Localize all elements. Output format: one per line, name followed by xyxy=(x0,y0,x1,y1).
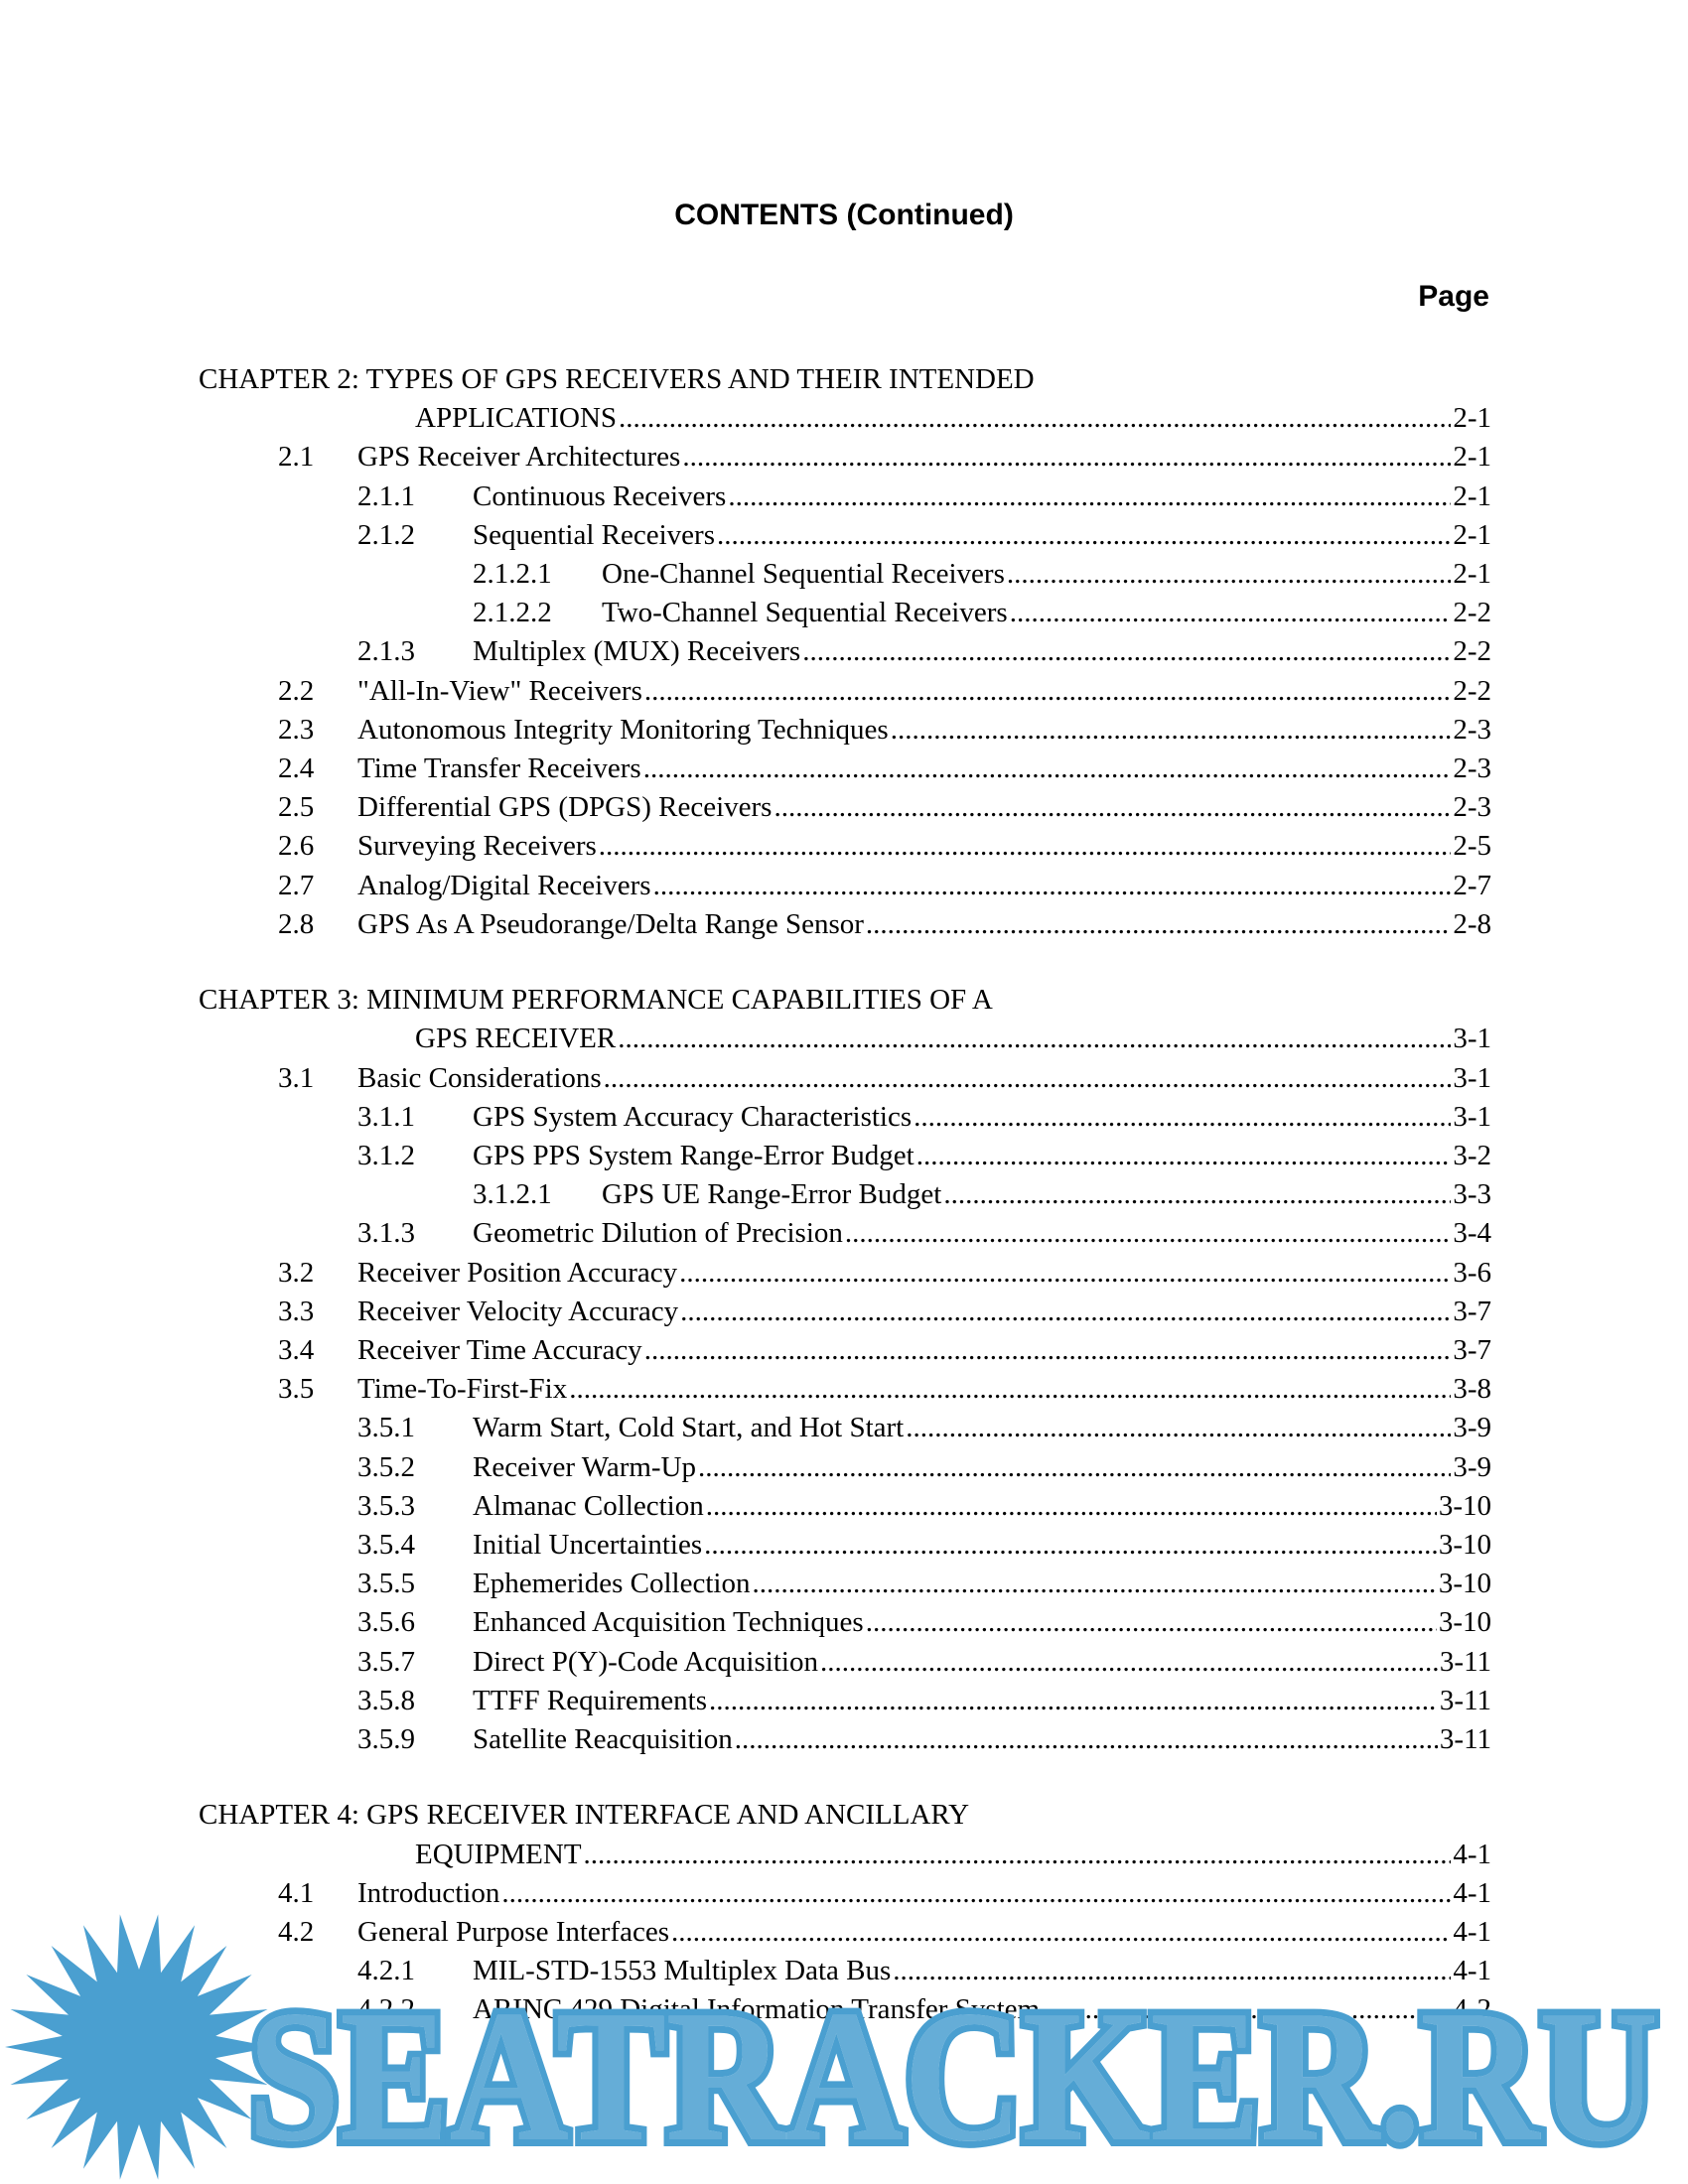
toc-entry-2-1-3[interactable] xyxy=(357,632,1491,671)
entry-page: 2-5 xyxy=(1453,830,1491,863)
entry-page: 4-1 xyxy=(1453,1838,1491,1870)
toc-entry-3-2[interactable] xyxy=(278,1254,1491,1293)
page-title: CONTENTS (Continued) xyxy=(674,199,1014,231)
entry-number: 4.2.1 xyxy=(357,1955,415,1987)
entry-page: 3-1 xyxy=(1453,1100,1491,1133)
entry-page: 4-2 xyxy=(1453,1993,1491,2026)
entry-number: 2.1.1 xyxy=(357,479,415,512)
page-number: iv xyxy=(833,2027,855,2058)
dot-leader xyxy=(618,1020,1451,1058)
toc-entry-3-3[interactable] xyxy=(278,1293,1491,1331)
dot-leader xyxy=(891,711,1452,750)
entry-title: Sequential Receivers xyxy=(473,518,715,551)
entry-page: 3-3 xyxy=(1453,1178,1491,1211)
entry-number: 3.5.5 xyxy=(357,1568,415,1600)
dot-leader xyxy=(584,1836,1452,1874)
dot-leader xyxy=(728,478,1451,516)
entry-title: Ephemerides Collection xyxy=(473,1568,751,1600)
entry-number: 3.5.1 xyxy=(357,1412,415,1444)
entry-number: 3.5.2 xyxy=(357,1450,415,1483)
chapter-heading[interactable]: CHAPTER 2: TYPES OF GPS RECEIVERS AND THEIR INTENDED xyxy=(199,363,1035,395)
entry-title: ARINC 429 Digital Information Transfer System xyxy=(473,1993,1041,2026)
entry-page: 4-1 xyxy=(1453,1876,1491,1909)
entry-number: 3.5.6 xyxy=(357,1606,415,1639)
entry-page: 3-1 xyxy=(1453,1061,1491,1094)
entry-number: 3.1.1 xyxy=(357,1100,415,1133)
entry-page: 2-1 xyxy=(1453,518,1491,551)
page-column-heading: Page xyxy=(1418,280,1489,313)
entry-number: 4.2.2 xyxy=(357,1993,415,2026)
toc-entry-2-8[interactable] xyxy=(278,905,1491,944)
dot-leader xyxy=(680,1293,1451,1331)
dot-leader xyxy=(1010,594,1452,632)
entry-page: 2-2 xyxy=(1453,635,1491,668)
dot-leader xyxy=(1007,555,1451,594)
entry-number: 3.1.3 xyxy=(357,1217,415,1250)
toc-entry-2-1-2-1[interactable] xyxy=(473,555,1491,594)
dot-leader xyxy=(866,905,1451,944)
entry-page: 2-1 xyxy=(1453,402,1491,435)
entry-title: Satellite Reacquisition xyxy=(473,1723,733,1756)
entry-title: Receiver Time Accuracy xyxy=(357,1334,642,1367)
sun-logo-icon xyxy=(5,1914,273,2179)
toc-entry-2-7[interactable] xyxy=(278,867,1491,905)
entry-title: Two-Channel Sequential Receivers xyxy=(602,597,1008,629)
toc-entry-3-4[interactable] xyxy=(278,1331,1491,1370)
entry-title: Almanac Collection xyxy=(473,1489,704,1522)
entry-page: 3-10 xyxy=(1438,1489,1491,1522)
entry-page: 2-3 xyxy=(1453,791,1491,824)
dot-leader xyxy=(619,399,1451,438)
entry-number: 2.8 xyxy=(278,907,315,940)
entry-title: EQUIPMENT xyxy=(415,1838,582,1870)
entry-number: 2.2 xyxy=(278,674,315,707)
entry-number: 2.1.2.2 xyxy=(473,597,552,629)
toc-entry-4-1[interactable] xyxy=(278,1874,1491,1913)
entry-number: 3.5.4 xyxy=(357,1529,415,1562)
entry-number: 2.5 xyxy=(278,791,315,824)
entry-title: Geometric Dilution of Precision xyxy=(473,1217,843,1250)
entry-page: 2-3 xyxy=(1453,713,1491,746)
entry-title: Warm Start, Cold Start, and Hot Start xyxy=(473,1412,905,1444)
toc-entry-2-1-2-2[interactable] xyxy=(473,594,1491,632)
chapter-heading-continuation[interactable] xyxy=(415,1836,1491,1874)
toc-entry-3-1-2[interactable] xyxy=(357,1137,1491,1175)
toc-entry-3-5-3[interactable] xyxy=(357,1487,1491,1526)
entry-title: Initial Uncertainties xyxy=(473,1529,703,1562)
entry-page: 3-11 xyxy=(1439,1684,1491,1716)
entry-title: General Purpose Interfaces xyxy=(357,1916,670,1949)
entry-title: GPS RECEIVER xyxy=(415,1023,617,1055)
entry-title: Autonomous Integrity Monitoring Techniques xyxy=(357,713,889,746)
entry-number: 3.5.8 xyxy=(357,1684,415,1716)
entry-number: 2.3 xyxy=(278,713,315,746)
entry-number: 2.1.2 xyxy=(357,518,415,551)
watermark xyxy=(0,1911,1688,2184)
entry-page: 3-8 xyxy=(1453,1373,1491,1406)
entry-title: Time Transfer Receivers xyxy=(357,752,641,784)
entry-number: 3.3 xyxy=(278,1295,315,1327)
dot-leader xyxy=(735,1720,1438,1759)
toc-entry-3-5-8[interactable] xyxy=(357,1682,1491,1720)
entry-number: 3.2 xyxy=(278,1256,315,1289)
dot-leader xyxy=(644,672,1451,711)
dot-leader xyxy=(643,750,1452,788)
toc-entry-3-5-7[interactable] xyxy=(357,1643,1491,1682)
dot-leader xyxy=(704,1526,1437,1565)
dot-leader xyxy=(501,1874,1451,1913)
entry-page: 3-10 xyxy=(1438,1529,1491,1562)
entry-page: 3-1 xyxy=(1453,1023,1491,1055)
toc-entry-2-4[interactable] xyxy=(278,750,1491,788)
entry-number: 2.7 xyxy=(278,869,315,901)
entry-page: 2-2 xyxy=(1453,597,1491,629)
dot-leader xyxy=(906,1409,1451,1447)
dot-leader xyxy=(698,1448,1451,1487)
entry-number: 2.1 xyxy=(278,441,315,474)
entry-page: 3-11 xyxy=(1439,1645,1491,1678)
entry-page: 3-2 xyxy=(1453,1140,1491,1172)
dot-leader xyxy=(820,1643,1438,1682)
entry-title: Differential GPS (DPGS) Receivers xyxy=(357,791,773,824)
entry-page: 2-1 xyxy=(1453,558,1491,590)
entry-page: 3-9 xyxy=(1453,1412,1491,1444)
dot-leader xyxy=(717,516,1451,555)
toc-entry-3-5-2[interactable] xyxy=(357,1448,1491,1487)
entry-page: 3-11 xyxy=(1439,1723,1491,1756)
entry-number: 2.1.3 xyxy=(357,635,415,668)
toc-entry-2-1-2[interactable] xyxy=(357,516,1491,555)
entry-page: 4-1 xyxy=(1453,1955,1491,1987)
entry-title: GPS As A Pseudorange/Delta Range Sensor xyxy=(357,907,864,940)
entry-title: GPS System Accuracy Characteristics xyxy=(473,1100,913,1133)
toc-entry-3-1-3[interactable] xyxy=(357,1214,1491,1253)
entry-number: 3.1.2 xyxy=(357,1140,415,1172)
toc-entry-3-1-2-1[interactable] xyxy=(473,1175,1491,1214)
dot-leader xyxy=(845,1214,1451,1253)
entry-title: Enhanced Acquisition Techniques xyxy=(473,1606,864,1639)
toc-entry-3-5-6[interactable] xyxy=(357,1603,1491,1642)
dot-leader xyxy=(569,1370,1451,1409)
entry-number: 3.5.3 xyxy=(357,1489,415,1522)
entry-number: 3.5 xyxy=(278,1373,315,1406)
dot-leader xyxy=(644,1331,1452,1370)
entry-title: Multiplex (MUX) Receivers xyxy=(473,635,801,668)
toc-entry-3-1[interactable] xyxy=(278,1059,1491,1098)
entry-title: TTFF Requirements xyxy=(473,1684,708,1716)
toc-entry-2-1[interactable] xyxy=(278,438,1491,477)
entry-number: 2.6 xyxy=(278,830,315,863)
entry-page: 3-10 xyxy=(1438,1568,1491,1600)
entry-number: 3.4 xyxy=(278,1334,315,1367)
dot-leader xyxy=(802,632,1451,671)
entry-title: Direct P(Y)-Code Acquisition xyxy=(473,1645,818,1678)
toc-entry-3-5-5[interactable] xyxy=(357,1565,1491,1603)
chapter-heading[interactable]: CHAPTER 4: GPS RECEIVER INTERFACE AND ANCILLARY xyxy=(199,1799,970,1832)
toc-entry-3-5-9[interactable] xyxy=(357,1720,1491,1759)
dot-leader xyxy=(866,1603,1437,1642)
toc-entry-3-1-1[interactable] xyxy=(357,1098,1491,1137)
entry-page: 3-4 xyxy=(1453,1217,1491,1250)
chapter-heading-continuation[interactable] xyxy=(415,399,1491,438)
entry-page: 2-1 xyxy=(1453,441,1491,474)
dot-leader xyxy=(706,1487,1437,1526)
entry-number: 3.1.2.1 xyxy=(473,1178,552,1211)
entry-page: 3-9 xyxy=(1453,1450,1491,1483)
entry-page: 3-10 xyxy=(1438,1606,1491,1639)
entry-title: "All-In-View" Receivers xyxy=(357,674,642,707)
entry-title: Receiver Position Accuracy xyxy=(357,1256,678,1289)
entry-title: Analog/Digital Receivers xyxy=(357,869,651,901)
entry-page: 2-3 xyxy=(1453,752,1491,784)
toc-entry-3-5-4[interactable] xyxy=(357,1526,1491,1565)
entry-title: One-Channel Sequential Receivers xyxy=(602,558,1005,590)
watermark-text: SEATRACKER.RU xyxy=(248,1973,1658,2181)
toc-entry-3-5[interactable] xyxy=(278,1370,1491,1409)
entry-page: 2-7 xyxy=(1453,869,1491,901)
entry-page: 3-7 xyxy=(1453,1334,1491,1367)
entry-number: 3.5.9 xyxy=(357,1723,415,1756)
chapter-heading[interactable]: CHAPTER 3: MINIMUM PERFORMANCE CAPABILITIES OF A xyxy=(199,984,993,1017)
entry-title: Surveying Receivers xyxy=(357,830,597,863)
watermark-text-fill: SEATRACKER.RU xyxy=(248,1973,1658,2181)
entry-page: 4-1 xyxy=(1453,1916,1491,1949)
dot-leader xyxy=(653,867,1452,905)
dot-leader xyxy=(604,1059,1452,1098)
entry-number: 3.1 xyxy=(278,1061,315,1094)
dot-leader xyxy=(709,1682,1438,1720)
entry-page: 3-6 xyxy=(1453,1256,1491,1289)
dot-leader xyxy=(679,1254,1451,1293)
chapter-heading-continuation[interactable] xyxy=(415,1020,1491,1058)
entry-title: Receiver Warm-Up xyxy=(473,1450,697,1483)
entry-title: Time-To-First-Fix xyxy=(357,1373,568,1406)
entry-page: 2-8 xyxy=(1453,907,1491,940)
toc-entry-2-1-1[interactable] xyxy=(357,478,1491,516)
entry-page: 2-1 xyxy=(1453,479,1491,512)
entry-title: Continuous Receivers xyxy=(473,479,727,512)
dot-leader xyxy=(774,788,1451,827)
dot-leader xyxy=(943,1175,1451,1214)
entry-page: 2-2 xyxy=(1453,674,1491,707)
entry-title: Introduction xyxy=(357,1876,500,1909)
entry-title: MIL-STD-1553 Multiplex Data Bus xyxy=(473,1955,892,1987)
toc-entry-3-5-1[interactable] xyxy=(357,1409,1491,1447)
dot-leader xyxy=(752,1565,1436,1603)
dot-leader xyxy=(916,1137,1452,1175)
dot-leader xyxy=(914,1098,1451,1137)
dot-leader xyxy=(599,827,1452,866)
toc-entry-2-3[interactable] xyxy=(278,711,1491,750)
entry-title: GPS UE Range-Error Budget xyxy=(602,1178,942,1211)
entry-number: 2.4 xyxy=(278,752,315,784)
entry-title: GPS Receiver Architectures xyxy=(357,441,681,474)
entry-title: GPS PPS System Range-Error Budget xyxy=(473,1140,914,1172)
entry-title: APPLICATIONS xyxy=(415,402,618,435)
entry-title: Basic Considerations xyxy=(357,1061,602,1094)
toc-entry-2-5[interactable] xyxy=(278,788,1491,827)
entry-number: 2.1.2.1 xyxy=(473,558,552,590)
toc-entry-2-2[interactable] xyxy=(278,672,1491,711)
entry-number: 3.5.7 xyxy=(357,1645,415,1678)
entry-page: 3-7 xyxy=(1453,1295,1491,1327)
entry-number: 4.2 xyxy=(278,1916,315,1949)
entry-number: 4.1 xyxy=(278,1876,315,1909)
toc-entry-2-6[interactable] xyxy=(278,827,1491,866)
dot-leader xyxy=(682,438,1451,477)
entry-title: Receiver Velocity Accuracy xyxy=(357,1295,679,1327)
